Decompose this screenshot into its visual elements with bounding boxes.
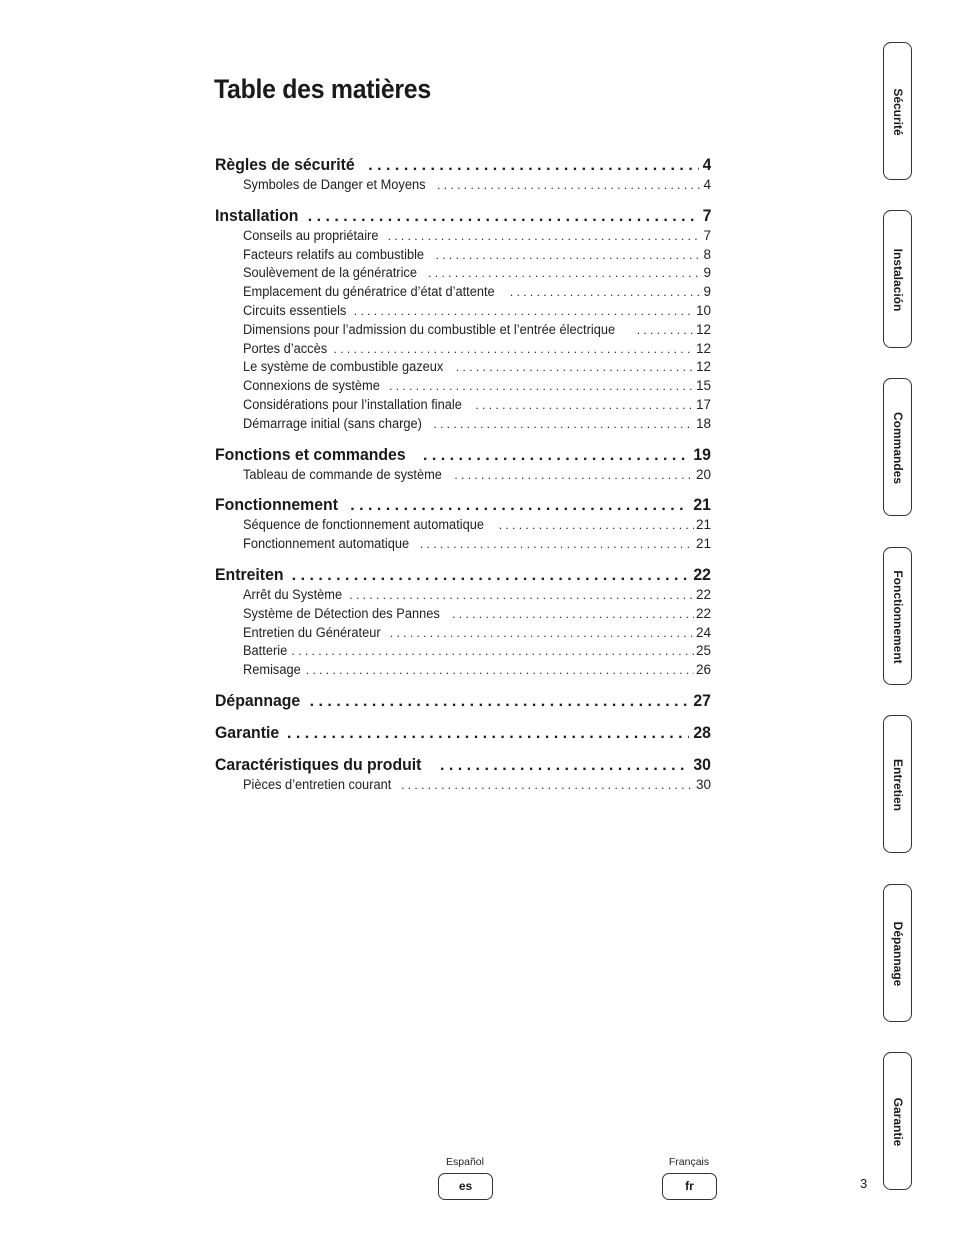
toc-sub-page: 8 (703, 246, 711, 262)
toc-leader-dots (440, 755, 689, 776)
toc-section (215, 722, 711, 744)
toc-leader-dots (389, 377, 694, 396)
toc-sub-page: 26 (695, 662, 711, 678)
toc-sub-label: Démarrage initial (sans charge) (243, 415, 422, 431)
toc-sub-entry[interactable] (243, 396, 711, 415)
toc-main-page: 22 (693, 564, 711, 584)
side-tab-label: Entretien (891, 758, 905, 812)
toc-main-page: 27 (693, 690, 711, 710)
toc-main-label: Fonctions et commandes (215, 444, 406, 464)
side-tab[interactable] (884, 548, 912, 686)
toc-sub-label: Considérations pour l’installation finale (243, 396, 462, 412)
toc-sub-page: 22 (695, 586, 711, 602)
toc-sub-entry[interactable] (243, 466, 711, 485)
toc-sub-label: Facteurs relatifs au combustible (243, 246, 425, 262)
toc-sub-label: Symboles de Danger et Moyens (243, 177, 426, 192)
toc-sub-page: 21 (695, 517, 711, 533)
toc-leader-dots (350, 495, 689, 516)
toc-main-entry[interactable] (215, 564, 711, 586)
toc-leader-dots (452, 605, 694, 624)
toc-leader-dots (637, 321, 694, 340)
toc-sub-page: 21 (695, 536, 711, 552)
toc-sub-entry[interactable] (243, 176, 711, 195)
toc-leader-dots (499, 516, 694, 535)
toc-sub-entry[interactable] (243, 535, 711, 554)
toc-sub-entry[interactable] (243, 661, 711, 680)
side-tab[interactable] (884, 211, 912, 349)
toc-leader-dots (423, 445, 689, 466)
toc-leader-dots (292, 565, 689, 586)
toc-section (215, 154, 711, 195)
toc-main-page: 7 (702, 205, 711, 225)
toc-sub-entry[interactable] (243, 340, 711, 359)
toc-leader-dots (428, 264, 701, 283)
toc-sub-label: Remisage (243, 662, 301, 678)
toc-sub-entry[interactable] (243, 246, 711, 265)
toc-sub-entry[interactable] (243, 624, 711, 643)
side-tab[interactable] (884, 379, 912, 517)
toc-sub-label: Conseils au propriétaire (243, 227, 379, 243)
toc-main-page: 4 (702, 155, 711, 174)
toc-sub-page: 12 (695, 340, 711, 356)
side-tab[interactable] (884, 43, 912, 181)
toc-main-label: Installation (215, 205, 299, 225)
toc-leader-dots (287, 723, 689, 744)
side-tab-label: Fonctionnement (891, 570, 905, 664)
toc-sub-page: 25 (695, 643, 711, 659)
toc-main-label: Garantie (215, 722, 280, 742)
toc-leader-dots (310, 691, 689, 712)
toc-leader-dots (433, 415, 694, 434)
toc-main-label: Caractéristiques du produit (215, 754, 422, 774)
toc-main-page: 30 (693, 754, 711, 774)
page-title: Table des matières (214, 74, 431, 104)
side-tab[interactable] (884, 716, 912, 854)
toc-section (215, 444, 711, 485)
toc-leader-dots (456, 358, 694, 377)
toc-main-page: 28 (693, 722, 711, 742)
side-tab[interactable] (884, 1053, 912, 1191)
toc-sub-label: Arrêt du Système (243, 586, 343, 602)
toc-sub-entry[interactable] (243, 776, 711, 795)
toc-section (215, 205, 711, 434)
toc-leader-dots (475, 396, 694, 415)
side-tab-label: Commandes (891, 411, 905, 485)
toc-sub-label: Tableau de commande de système (243, 466, 442, 482)
toc-sub-page: 10 (695, 302, 711, 318)
toc-leader-dots (390, 624, 694, 643)
side-tab-label: Sécurité (891, 88, 905, 136)
toc-sub-label: Batterie (243, 643, 288, 659)
toc-sub-entry[interactable] (243, 415, 711, 434)
toc-leader-dots (308, 206, 699, 227)
toc-sub-page: 24 (695, 624, 711, 640)
toc-sub-entry[interactable] (243, 264, 711, 283)
toc-section (215, 754, 711, 795)
toc-main-entry[interactable] (215, 754, 711, 776)
toc-sub-label: Pièces d’entretien courant (243, 776, 392, 792)
toc-main-entry[interactable] (215, 154, 711, 176)
toc-leader-dots (510, 283, 702, 302)
toc-section (215, 690, 711, 712)
language-caption-es: Español (446, 1156, 484, 1168)
toc-sub-page: 9 (703, 265, 711, 281)
toc-leader-dots (388, 227, 702, 246)
toc-sub-label: Séquence de fonctionnement automatique (243, 517, 485, 533)
toc-sub-entry[interactable] (243, 586, 711, 605)
toc-main-entry[interactable] (215, 444, 711, 466)
toc-sub-label: Entretien du Générateur (243, 624, 381, 640)
toc-sub-label: Fonctionnement automatique (243, 536, 410, 552)
toc-leader-dots (292, 642, 694, 661)
toc-sub-label: Soulèvement de la génératrice (243, 265, 417, 281)
toc-sub-entry[interactable] (243, 377, 711, 396)
side-tab[interactable] (884, 885, 912, 1023)
toc-sub-entry[interactable] (243, 227, 711, 246)
toc-sub-page: 12 (695, 321, 711, 337)
toc-leader-dots (334, 340, 694, 359)
page-number: 3 (860, 1176, 868, 1191)
table-of-contents (215, 154, 711, 805)
toc-section (215, 564, 711, 680)
toc-sub-page: 15 (695, 378, 711, 394)
toc-sub-page: 7 (703, 227, 711, 243)
toc-main-entry[interactable] (215, 722, 711, 744)
language-caption-fr: Français (668, 1156, 710, 1168)
toc-sub-label: Portes d’accès (243, 340, 328, 356)
toc-leader-dots (354, 302, 694, 321)
toc-sub-label: Circuits essentiels (243, 302, 347, 318)
toc-sub-label: Système de Détection des Pannes (243, 605, 440, 621)
toc-sub-page: 17 (695, 396, 711, 412)
toc-sub-label: Le système de combustible gazeux (243, 359, 444, 375)
toc-main-label: Dépannage (215, 690, 301, 710)
toc-sub-label: Emplacement du génératrice d’état d’attente (243, 284, 495, 300)
toc-leader-dots (436, 246, 702, 265)
toc-sub-page: 22 (695, 605, 711, 621)
toc-sub-entry[interactable] (243, 605, 711, 624)
toc-sub-page: 18 (695, 415, 711, 431)
toc-sub-page: 30 (695, 776, 711, 792)
toc-main-page: 21 (693, 495, 711, 515)
toc-sub-entry[interactable] (243, 516, 711, 535)
toc-main-label: Règles de sécurité (215, 155, 355, 174)
toc-sub-page: 4 (703, 177, 711, 192)
toc-sub-page: 9 (703, 284, 711, 300)
side-tab-label: Dépannage (891, 921, 905, 987)
toc-leader-dots (437, 176, 701, 195)
toc-leader-dots (401, 776, 694, 795)
toc-leader-dots (349, 586, 694, 605)
toc-sub-page: 12 (695, 359, 711, 375)
toc-main-label: Fonctionnement (215, 495, 338, 515)
toc-sub-entry[interactable] (243, 642, 711, 661)
language-button-es[interactable]: es (438, 1173, 493, 1200)
toc-sub-entry[interactable] (243, 321, 711, 340)
toc-sub-entry[interactable] (243, 302, 711, 321)
toc-sub-entry[interactable] (243, 358, 711, 377)
toc-leader-dots (420, 535, 694, 554)
toc-sub-entry[interactable] (243, 283, 711, 302)
toc-main-entry[interactable] (215, 690, 711, 712)
side-tab-label: Garantie (891, 1097, 905, 1147)
toc-leader-dots (454, 466, 694, 485)
toc-leader-dots (368, 155, 698, 176)
toc-main-label: Entreiten (215, 564, 284, 584)
toc-sub-label: Dimensions pour l’admission du combustible et l’entrée électrique (243, 321, 616, 337)
toc-leader-dots (306, 661, 694, 680)
toc-section (215, 494, 711, 554)
toc-main-entry[interactable] (215, 205, 711, 227)
toc-main-entry[interactable] (215, 494, 711, 516)
language-button-fr[interactable]: fr (662, 1173, 717, 1200)
side-tab-label: Instalación (891, 248, 905, 312)
toc-sub-label: Connexions de système (243, 378, 380, 394)
toc-main-page: 19 (693, 444, 711, 464)
toc-sub-page: 20 (695, 466, 711, 482)
